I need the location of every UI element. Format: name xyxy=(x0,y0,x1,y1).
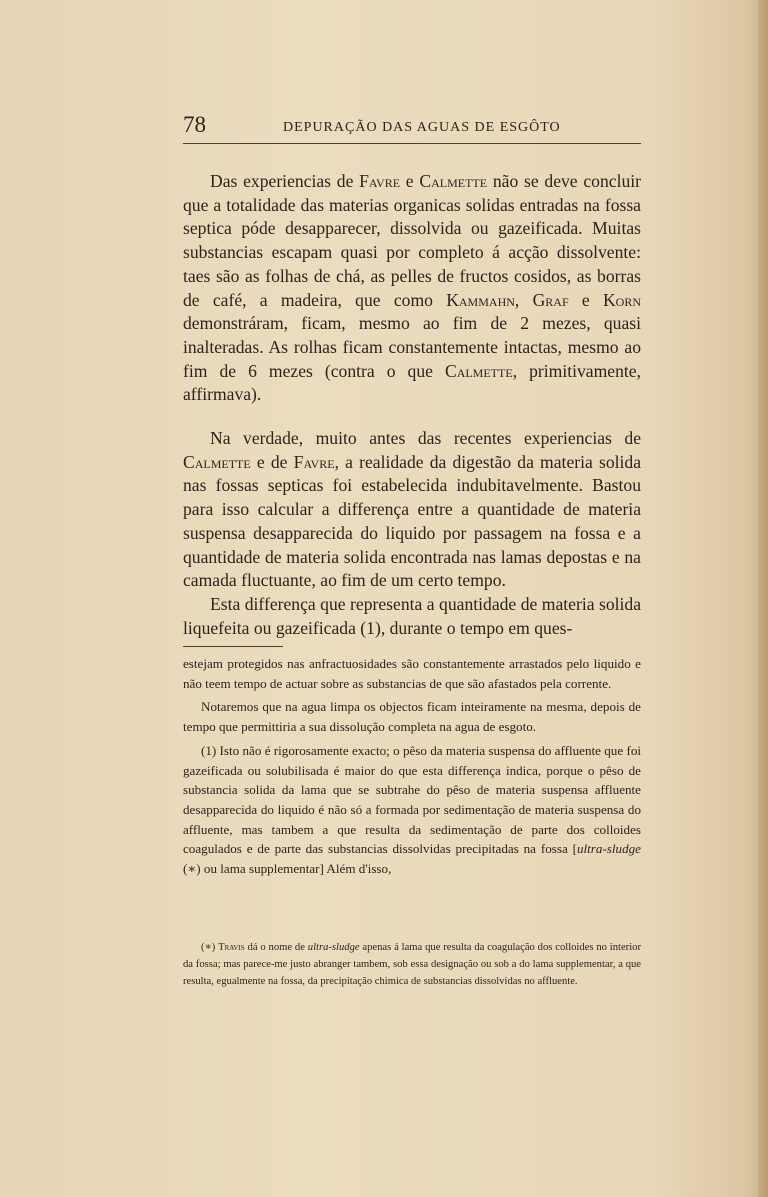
author-name: Favre xyxy=(359,171,401,191)
author-name: Korn xyxy=(602,289,641,310)
text-run: Das experiencias de xyxy=(210,171,360,191)
text-run: e xyxy=(400,171,420,191)
text-run: não se deve concluir que a totalidade das materias organicas solidas entradas na fossa septica póde desapparecer, dissolvida ou gazeificada. Muitas substancias escapam quasi por completo á acção dissolvente: taes são as folhas de chá, as pelles de fructos cosidos, as borras de café, a madeira, que como xyxy=(183,171,641,310)
author-name: Favre xyxy=(293,451,335,472)
author-name: Graf xyxy=(532,289,569,310)
footnote-rule xyxy=(183,646,283,647)
text-run: , primitivamente, affirmava). xyxy=(183,360,641,405)
footnote-remark: Notaremos que na agua limpa os objectos ficam inteiramente na mesma, depois de tempo que permittiria a sua dissolução completa na agua de esgoto. xyxy=(183,699,641,735)
text-run: , xyxy=(514,289,533,310)
running-title: DEPURAÇÃO DAS AGUAS DE ESGÔTO xyxy=(283,120,561,135)
sub-footnote-text xyxy=(183,939,641,990)
page-edge xyxy=(758,0,768,1197)
footnotes xyxy=(183,654,641,883)
page-header xyxy=(183,112,641,142)
text-run: Na verdade, muito antes das recentes experiencias de xyxy=(210,428,641,449)
italic-term: ultra-sludge xyxy=(576,841,641,857)
body-text xyxy=(183,170,641,640)
author-name: Calmette xyxy=(419,171,488,191)
sub-footnote xyxy=(183,939,641,990)
author-name: Kammahn xyxy=(446,289,515,310)
footnote-continuation: estejam protegidos nas anfractuosidades são constantemente arrastados pelo liquido e não teem tempo de actuar sobre as substancias de que são afastados pela corrente. xyxy=(183,656,641,691)
text-run: , a realidade da digestão da materia solida nas fossas septicas foi estabelecida indubitavelmente. Bastou para isso calcular a differença entre a quantidade de materia suspensa desapparecida do liquido por passagem na fossa e a quantidade de materia solida encontrada nas lamas depostas e na camada fluctuante, ao fim de um certo tempo. xyxy=(183,451,641,591)
text-run: demonstráram, ficam, mesmo ao fim de 2 mezes, quasi inalteradas. As rolhas ficam constantemente intactas, mesmo ao fim de 6 mezes (contra o que xyxy=(183,313,641,381)
header-rule xyxy=(183,143,641,144)
text-run: e de xyxy=(250,451,294,472)
italic-term: ultra-sludge xyxy=(307,942,360,953)
text-run: dá o nome de xyxy=(244,942,308,953)
text-run: e xyxy=(568,289,603,310)
text-run: apenas á lama que resulta da coagulação dos colloides no interior da fossa; mas parece-me justo abranger tambem, sob essa designação ou sob a do lama supplementar, a que resulta, egualmente na fossa, da precipitação chimica de substancias dissolvidas no affluente. xyxy=(183,942,641,987)
text-run: (∗) ou lama supplementar] Além d'isso, xyxy=(183,861,392,877)
paragraph-1 xyxy=(183,170,641,407)
author-name: Calmette xyxy=(444,360,513,381)
footnote-1 xyxy=(183,741,641,879)
text-run: (1) Isto não é rigorosamente exacto; o pêso da materia suspensa do affluente que foi gazeificada ou solubilisada é maior do que esta differença indica, porque o pêso de substancia solida da lama que se subtrahe do pêso de materia suspensa affluente desapparecida do liquido é não só a formada por sedimentação de materia suspensa do affluente, mas tambem a que resulta da sedimentação de parte dos colloides coagulados e de parte das substancias dissolvidas precipitadas na fossa [ xyxy=(183,742,641,857)
author-name: Calmette xyxy=(183,451,251,472)
paragraph-3: Esta differença que representa a quantidade de materia solida liquefeita ou gazeificada (1), durante o tempo em ques- xyxy=(183,593,641,638)
paragraph-2 xyxy=(183,427,641,593)
text-run: (∗) xyxy=(201,942,219,953)
page-number: 78 xyxy=(183,112,206,137)
author-name: Travis xyxy=(218,942,245,953)
